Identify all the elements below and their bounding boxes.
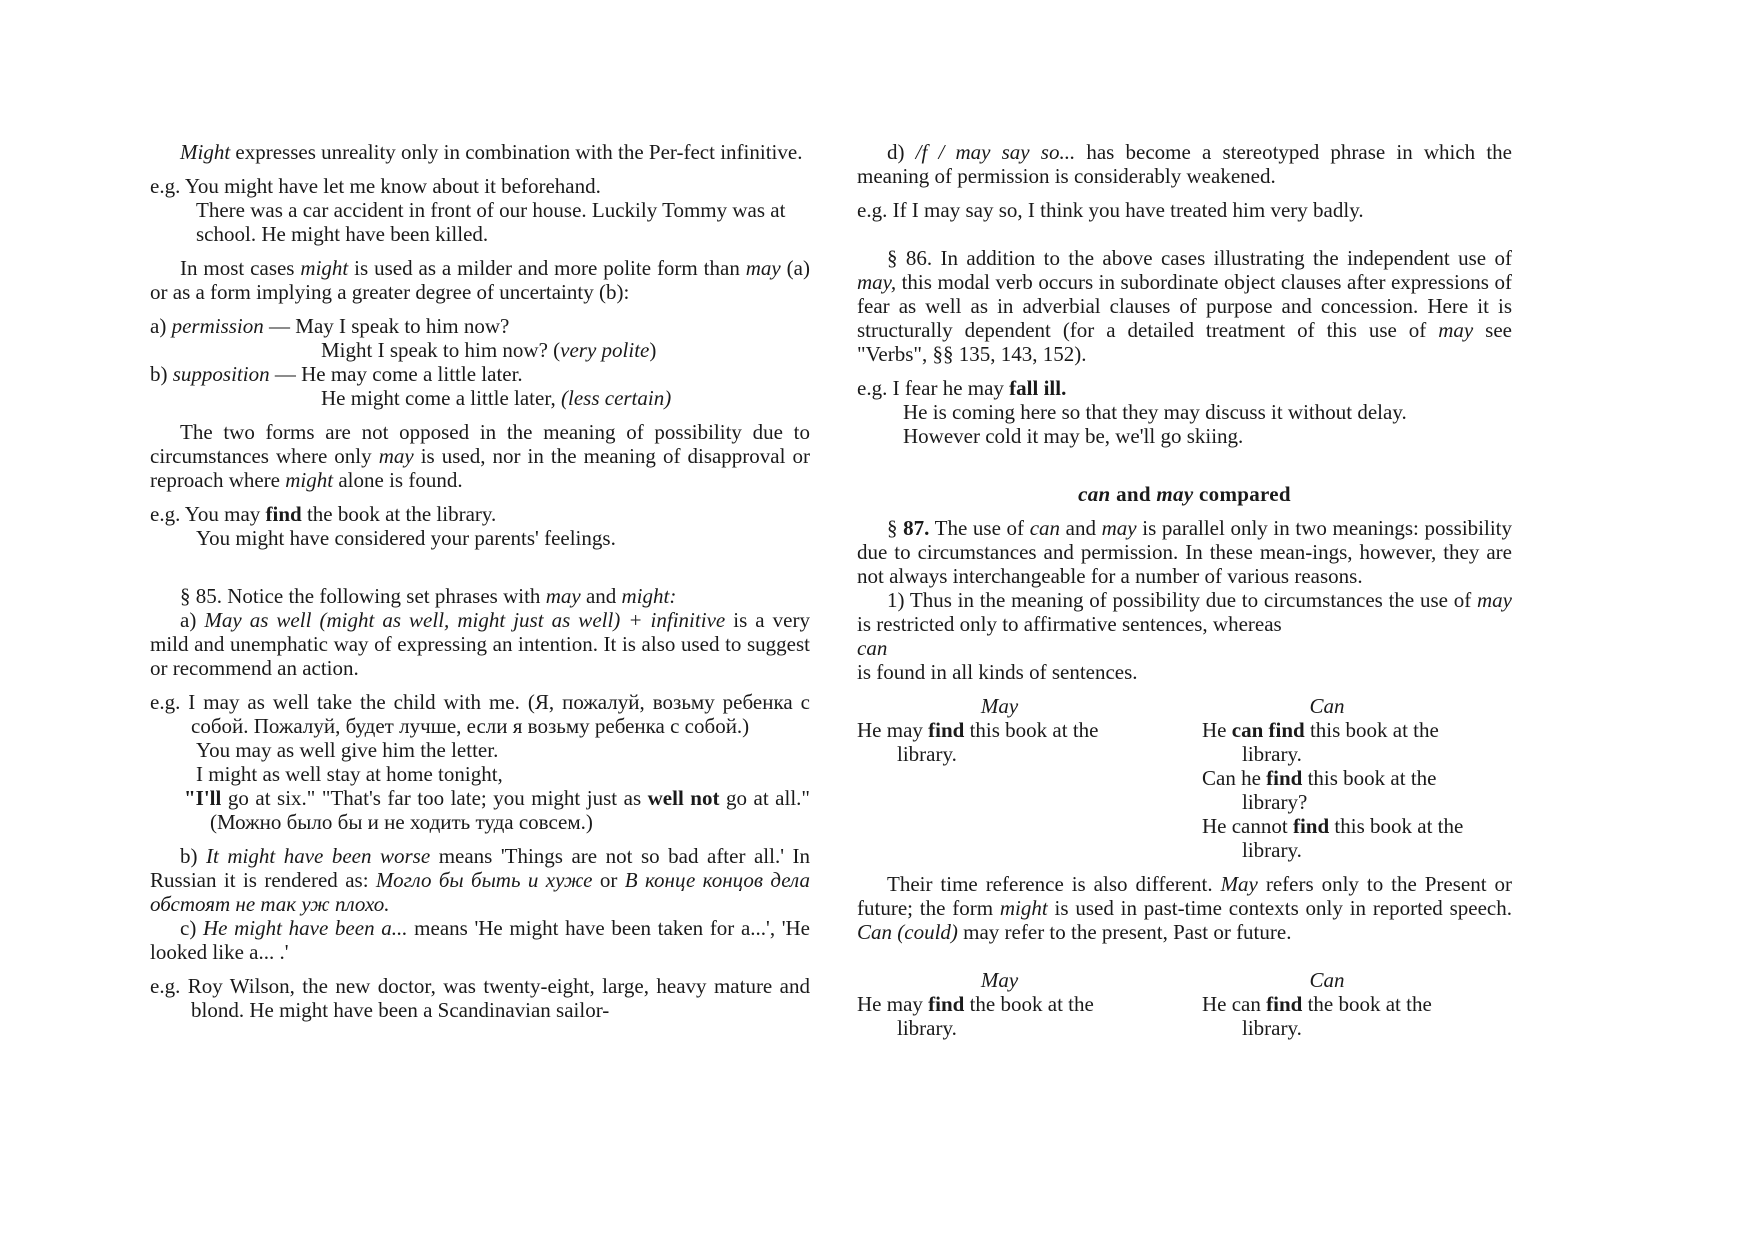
permission-example: a) permission — May I speak to him now? Might I speak to him now? (very polite)	[150, 314, 657, 362]
example-might-perfect: e.g. You might have let me know about it beforehand. There was a car accident in front of our house. Luckily Tommy was at school. He might have been killed.	[150, 174, 786, 246]
section-85-c: c) He might have been a... means 'He might have been taken for a...', 'He looked like a... .'	[150, 916, 810, 964]
can-column: Can He can find this book at the library. Can he find this book at the library? He cannot find this book at the library.	[1202, 694, 1464, 862]
section-85-a: a) May as well (might as well, might just as well) + infinitive is a very mild and unemphatic way of expressing an intention. It is also used to suggest or recommend an action.	[150, 608, 810, 680]
section-85-b: b) It might have been worse means 'Things are not so bad after all.' In Russian it is rendered as: Могло бы быть и хуже or В конце концов дела обстоят не так уж плохо.	[150, 844, 810, 916]
example-roy-wilson: e.g. Roy Wilson, the new doctor, was twenty-eight, large, heavy mature and blond. He might have been a Scandinavian sailor-	[150, 974, 810, 1022]
comparison-table-2	[857, 968, 1512, 1040]
section-87-1-end: is found in all kinds of sentences.	[857, 660, 1138, 684]
may-column: May He may find this book at the library.	[857, 694, 1099, 766]
example-treated-badly: e.g. If I may say so, I think you have treated him very badly.	[857, 198, 1364, 222]
paragraph-might-perfect: Might expresses unreality only in combination with the Per-fect infinitive.	[180, 140, 803, 164]
example-fall-ill: e.g. I fear he may fall ill. He is coming here so that they may discuss it without delay. However cold it may be, we'll go skiing.	[857, 376, 1407, 448]
paragraph-not-opposed: The two forms are not opposed in the meaning of possibility due to circumstances where only may is used, nor in the meaning of disapproval or reproach where might alone is found.	[150, 420, 810, 492]
may-column: May He may find the book at the library.	[857, 968, 1094, 1040]
paragraph-if-i-may-say-so: d) /f / may say so... has become a stereotyped phrase in which the meaning of permission is considerably weakened.	[857, 140, 1512, 188]
supposition-example: b) supposition — He may come a little later. He might come a little later, (less certain)	[150, 362, 672, 410]
can-column: Can He can find the book at the library.	[1202, 968, 1432, 1040]
right-column	[857, 140, 1512, 1040]
left-column	[150, 140, 810, 1022]
section-heading-can-may-compared: can and may compared	[1078, 482, 1291, 506]
section-87-1: 1) Thus in the meaning of possibility due to circumstances the use of may is restricted only to affirmative sentences, whereas can	[857, 588, 1512, 660]
section-86: § 86. In addition to the above cases illustrating the independent use of may, this modal verb occurs in subordinate object clauses after expressions of fear as well as in adverbial clauses of purpose and concession. Here it is structurally dependent (for a detailed treatment of this use of may see "Verbs", §§ 135, 143, 152).	[857, 246, 1512, 366]
example-may-as-well: e.g. I may as well take the child with me. (Я, пожалуй, возьму ребенка с собой. Пожалуй, будет лучше, если я возьму ребенка с собой.) You may as well give him the letter. I might as well stay at home tonight, "I'll go at six." "That's far too late; you might just as well not go at all." (Можно было бы и не ходить туда совсем.)	[150, 690, 810, 834]
section-87: § 87. The use of can and may is parallel only in two meanings: possibility due to circumstances and permission. In these mean-ings, however, they are not always interchangeable for a number of various reasons.	[857, 516, 1513, 588]
paragraph-milder-form: In most cases might is used as a milder and more polite form than may (a) or as a form implying a greater degree of uncertainty (b):	[150, 256, 810, 304]
section-85-heading: § 85. Notice the following set phrases with may and might:	[180, 584, 677, 608]
example-find-book: e.g. You may find the book at the library. You might have considered your parents' feelings.	[150, 502, 616, 550]
paragraph-time-reference: Their time reference is also different. May refers only to the Present or future; the form might is used in past-time contexts only in reported speech. Can (could) may refer to the present, Past or future.	[857, 872, 1513, 944]
comparison-table-1	[857, 694, 1512, 862]
